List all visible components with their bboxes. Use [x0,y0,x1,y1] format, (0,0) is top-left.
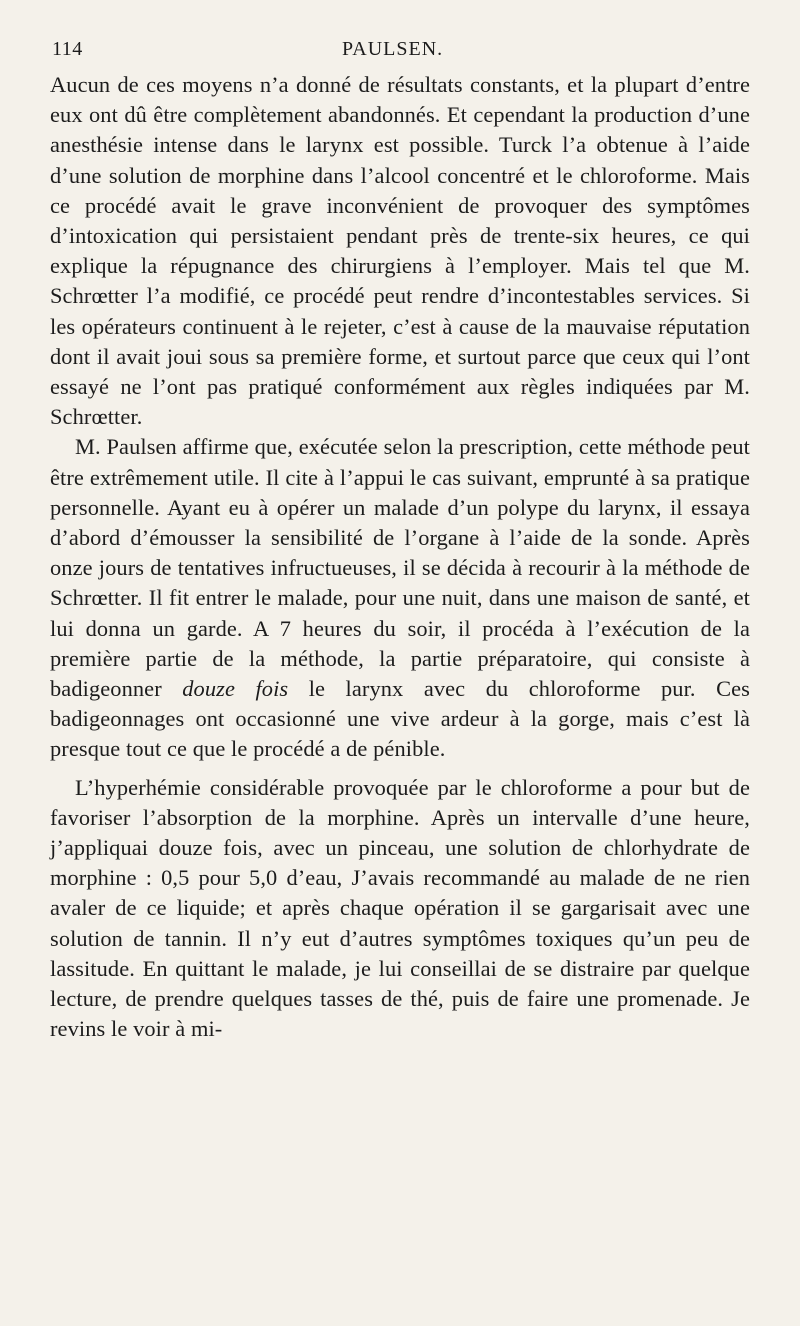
running-head [50,30,750,70]
paragraph-1: Aucun de ces moyens n’a donné de résultats constants, et la plupart d’entre eux ont dû être complètement abandonnés. Et cependant la production d’une anesthésie intense dans le larynx est possible. Turck l’a obtenue à l’aide d’une solution de morphine dans l’alcool concentré et le chloroforme. Mais ce procédé avait le grave inconvénient de provoquer des symptômes d’intoxication qui persistaient pendant près de trente-six heures, ce qui explique la répugnance des chirurgiens à l’employer. Mais tel que M. Schrœtter l’a modifié, ce procédé peut rendre d’incontestables services. Si les opérateurs continuent à le rejeter, c’est à cause de la mauvaise réputation dont il avait joui sous sa première forme, et surtout parce que ceux qui l’ont essayé ne l’ont pas pratiqué conformément aux règles indiquées par M. Schrœtter. [50,72,750,430]
paragraph-2 [50,432,750,764]
paragraph-2-text-a: M. Paulsen affirme que, exécutée selon la prescription, cette méthode peut être extrêmement utile. Il cite à l’appui le cas suivant, emprunté à sa pratique personnelle. Ayant eu à opérer un malade d’un polype du larynx, il essaya d’abord d’émousser la sensibilité de l’organe à l’aide de la sonde. Après onze jours de tentatives infructueuses, il se décida à recourir à la méthode de Schrœtter. Il fit entrer le malade, pour une nuit, dans une maison de santé, et lui donna un garde. A 7 heures du soir, il procéda à l’exécution de la première partie de la méthode, la partie préparatoire, qui consiste à badigeonner [50,434,750,702]
book-page [50,30,750,1045]
paragraph-2-emphasis: douze fois [182,676,289,702]
paragraph-3: L’hyperhémie considérable provoquée par le chloroforme a pour but de favoriser l’absorption de la morphine. Après un intervalle d’une heure, j’appliquai douze fois, avec un pinceau, une solution de chlorhydrate de morphine : 0,5 pour 5,0 d’eau, J’avais recommandé au malade de ne rien avaler de ce liquide; et après chaque opération il se gargarisait avec une solution de tannin. Il n’y eut d’autres symptômes toxiques qu’un peu de lassitude. En quittant le malade, je lui conseillai de se distraire par quelque lecture, de prendre quelques tasses de thé, puis de faire une promenade. Je revins le voir à mi- [50,774,750,1042]
running-title: PAULSEN. [342,38,444,60]
body-text [50,70,750,1045]
page-number: 114 [52,38,83,60]
paragraph-2-text-b: le larynx avec du chloroforme pur. Ces badigeonnages ont occasionné une vive ardeur à la gorge, mais c’est là presque tout ce que le procédé a de pénible. [50,676,750,762]
